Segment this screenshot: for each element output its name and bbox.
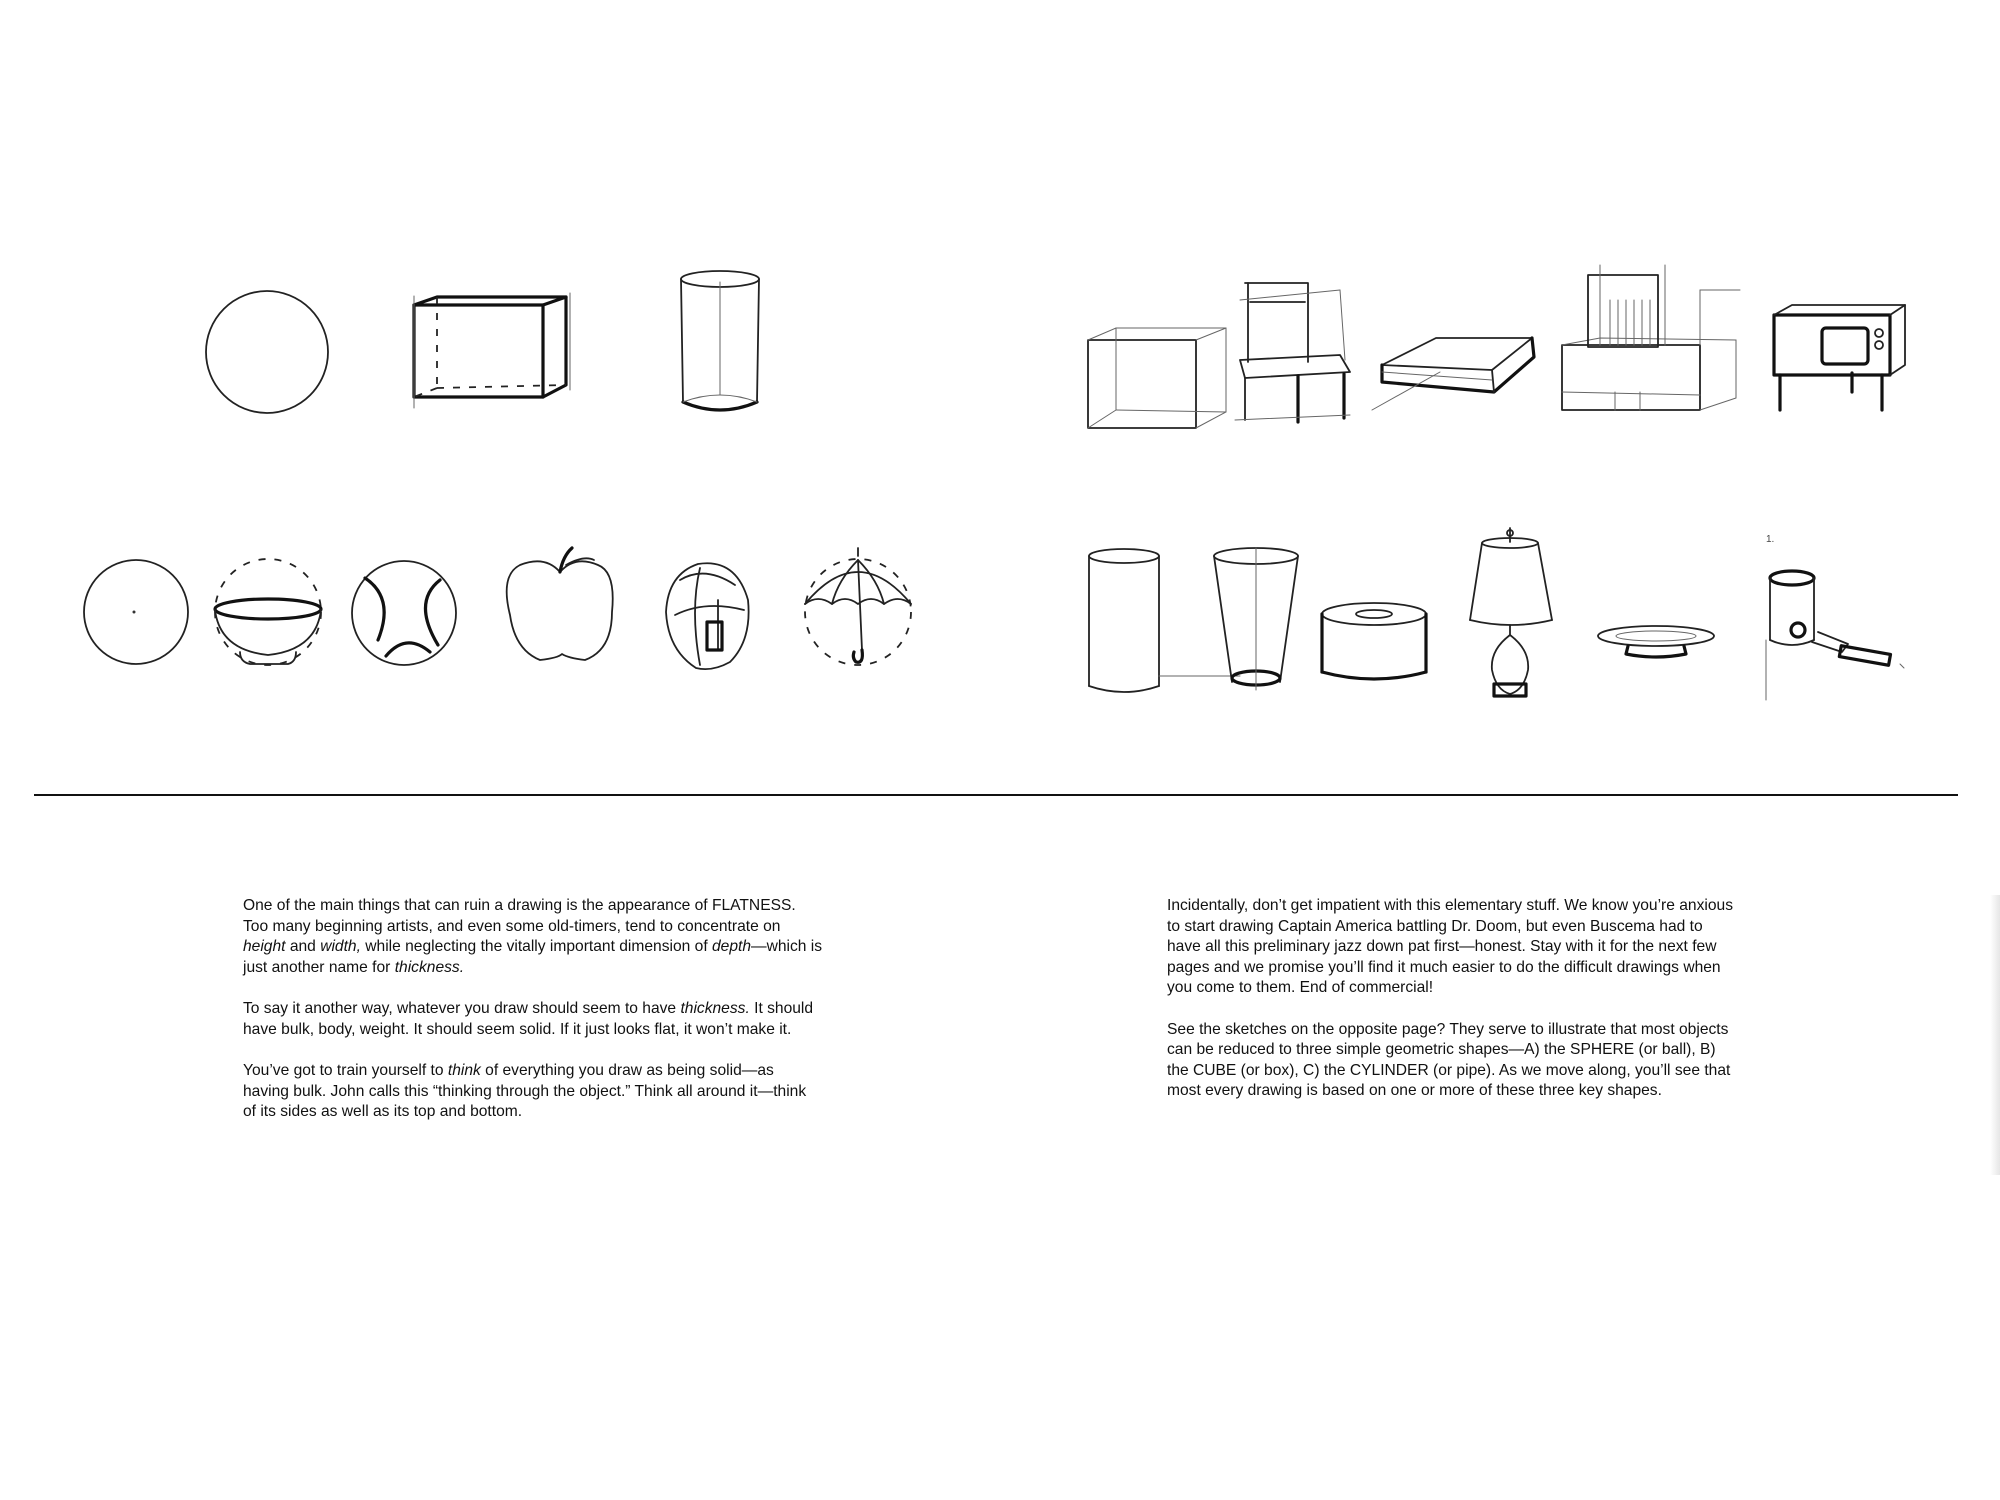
text-run: See the sketches on the opposite page? They serve to illustrate that most objects can be reduced to three simple geometric shapes—A) the SPHERE (or ball), B) the CUBE (or box), C) the CYLINDER (or pipe). As we move along, you’ll see that most every drawing is based on one or more of these three key shapes. [1167,1020,1731,1099]
paragraph [1167,896,1737,999]
bowl-sketch [215,559,321,665]
glass-sketch [1214,548,1298,690]
sphere-sketch [206,291,328,413]
text-run: while neglecting the vitally important dimension of [360,938,712,955]
umbrella-sketch [805,548,911,665]
text-run: It should have bulk, body, weight. It should seem solid. If it just looks flat, it won’t make it. [243,1000,814,1038]
italic-text: height [243,938,286,955]
text-run: Incidentally, don’t get impatient with this elementary stuff. We know you’re anxious to start drawing Captain America battling Dr. Doom, but even Buscema had to have all this preliminary jazz down pat first—honest. Stay with it for the next few pages and we promise you’ll find it much easier to do the difficult drawings when you come to them. End of commercial! [1167,897,1733,996]
table-lamp-sketch [1470,528,1552,696]
paragraph [243,896,823,978]
ball-sketch [352,561,456,665]
tv-console-sketch [1774,305,1905,410]
text-run: and [285,938,321,955]
dish-sketch [1598,626,1714,657]
italic-text: think [447,1062,481,1079]
bookcase-sketch [1562,265,1740,410]
chair-sketch [1235,283,1350,422]
cube-sketch [414,293,570,408]
section-divider [34,794,1958,796]
page-edge-shadow [1990,895,2000,1175]
paragraph [243,999,823,1040]
text-run: —which is just another name for [243,938,823,976]
helmet-head-sketch [666,563,749,669]
pipe-sketch [1766,534,1904,700]
paragraph [1167,1020,1737,1102]
text-run: You’ve got to train yourself to [243,1062,448,1079]
cylinder-sketch [1089,549,1240,692]
cylinder-sketch [681,271,759,410]
text-run: One of the main things that can ruin a drawing is the appearance of FLATNESS. Too many beginning artists, and even some old-timers, tend to concentrate on [243,897,796,935]
apple-sketch [507,548,613,660]
italic-text: width, [320,938,361,955]
ring-cake-sketch [1322,603,1426,679]
italic-text: thickness. [394,958,465,976]
text-run: of everything you draw as being solid—as having bulk. John calls this “thinking through the object.” Think all around it—think of its sides as well as its top and bottom. [243,1062,807,1120]
coffee-table-sketch [1372,338,1534,410]
box-sketch [1088,328,1226,428]
small-mark: 1. [1766,534,1775,545]
right-text-column [1167,896,1737,1123]
text-run: To say it another way, whatever you draw should seem to have [243,1000,681,1017]
italic-text: depth [711,938,752,955]
left-text-column [243,896,823,1144]
italic-text: thickness. [680,1000,750,1017]
sphere-sketch [84,560,188,664]
paragraph [243,1061,823,1123]
